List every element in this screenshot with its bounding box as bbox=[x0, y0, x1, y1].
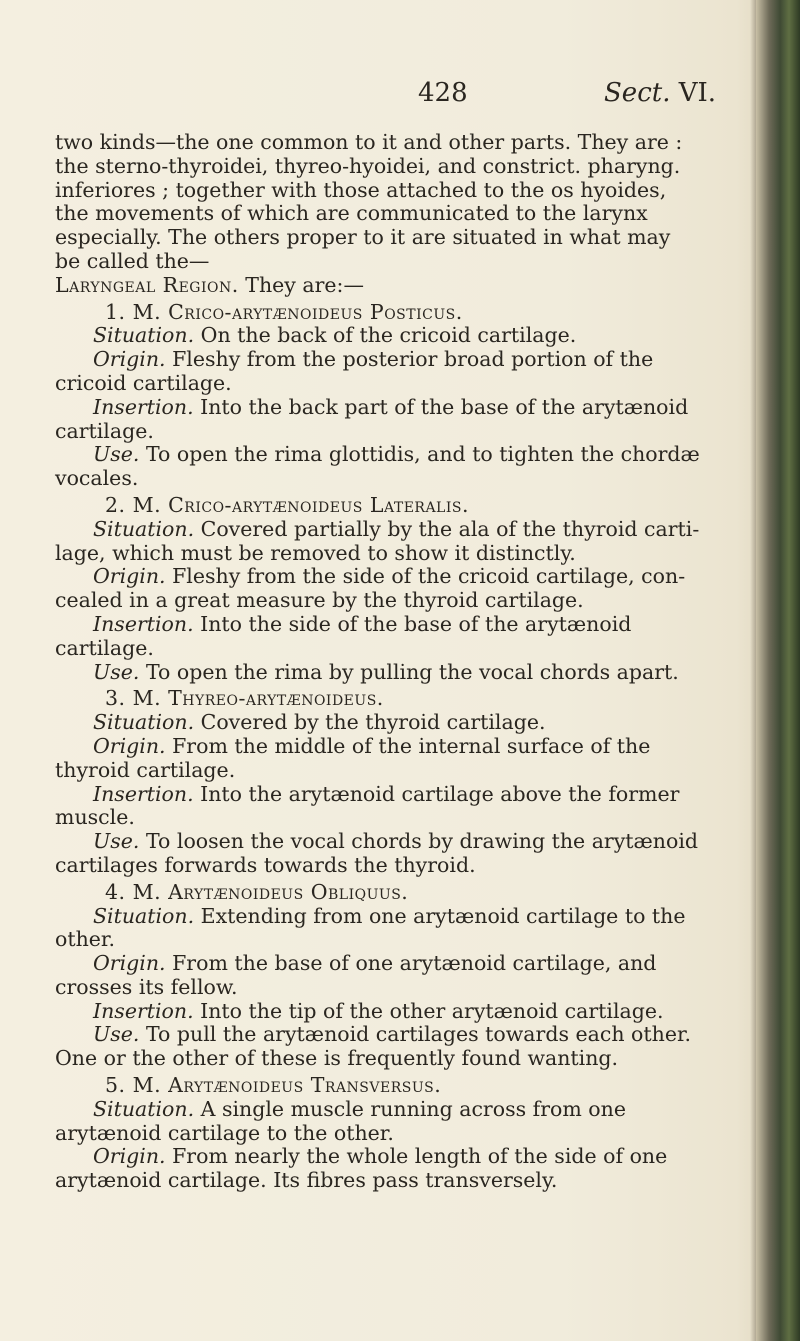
entry-situation bbox=[55, 518, 745, 542]
entry-continuation: cealed in a great measure by the thyroid cartilage. bbox=[55, 588, 584, 613]
entry-label: Situation. bbox=[93, 516, 195, 541]
entry-continuation: arytænoid cartilage. Its fibres pass transversely. bbox=[55, 1168, 558, 1193]
muscle-heading: 5. M. Arytænoideus Transversus. bbox=[105, 1073, 442, 1098]
entry-use bbox=[55, 661, 745, 685]
entry-origin bbox=[55, 565, 745, 589]
muscle-section bbox=[55, 881, 745, 1071]
muscle-heading: 1. M. Crico-arytænoideus Posticus. bbox=[105, 299, 463, 324]
text-line: two kinds—the one common to it and other parts. They are : bbox=[55, 130, 683, 154]
running-head-prefix: Sect. bbox=[604, 78, 671, 108]
entry-label: Situation. bbox=[93, 1096, 195, 1121]
book-binding bbox=[756, 0, 800, 1341]
entry-text: Fleshy from the side of the cricoid cartilage, con- bbox=[165, 564, 686, 589]
muscle-heading: 2. M. Crico-arytænoideus Lateralis. bbox=[105, 492, 469, 517]
text-line: be called the— bbox=[55, 248, 210, 273]
entry-situation bbox=[55, 324, 745, 348]
text-line: especially. The others proper to it are situated in what may bbox=[55, 225, 671, 250]
entry-continuation: vocales. bbox=[55, 466, 139, 491]
entry-continuation: One or the other of these is frequently found wanting. bbox=[55, 1046, 619, 1071]
entry-label: Origin. bbox=[93, 951, 166, 976]
entry-label: Insertion. bbox=[93, 394, 194, 419]
entry-text: Covered by the thyroid cartilage. bbox=[194, 710, 546, 735]
entry-text: Extending from one arytænoid cartilage to the bbox=[194, 903, 686, 928]
text-line: the sterno-thyroidei, thyreo-hyoidei, and constrict. pharyng. bbox=[55, 153, 681, 178]
muscle-heading: 3. M. Thyreo-arytænoideus. bbox=[105, 686, 384, 711]
entry-label: Insertion. bbox=[93, 998, 194, 1023]
page-header bbox=[0, 78, 760, 118]
entry-situation bbox=[55, 905, 745, 929]
entry-use bbox=[55, 443, 745, 467]
entry-origin bbox=[55, 952, 745, 976]
entry-text: On the back of the cricoid cartilage. bbox=[194, 323, 577, 348]
entry-text: Into the side of the base of the arytænoid bbox=[193, 611, 632, 636]
intro-paragraph bbox=[55, 131, 745, 274]
entry-label: Situation. bbox=[93, 323, 195, 348]
entry-continuation: cartilages forwards towards the thyroid. bbox=[55, 852, 476, 877]
entry-label: Origin. bbox=[93, 347, 166, 372]
entry-label: Origin. bbox=[93, 564, 166, 589]
entry-label: Origin. bbox=[93, 1144, 166, 1169]
muscle-heading: 4. M. Arytænoideus Obliquus. bbox=[105, 879, 409, 904]
entry-continuation: cartilage. bbox=[55, 635, 154, 660]
entry-label: Use. bbox=[93, 659, 140, 684]
entry-label: Situation. bbox=[93, 903, 195, 928]
entry-text: Into the back part of the base of the arytænoid bbox=[193, 394, 689, 419]
entry-insertion bbox=[55, 396, 745, 420]
entry-text: To loosen the vocal chords by drawing the arytænoid bbox=[139, 829, 699, 854]
muscle-section bbox=[55, 301, 745, 491]
entry-origin bbox=[55, 1145, 745, 1169]
text-line: the movements of which are communicated to the larynx bbox=[55, 201, 648, 226]
muscle-section bbox=[55, 687, 745, 877]
entry-label: Use. bbox=[93, 442, 140, 467]
entry-text: Into the tip of the other arytænoid cartilage. bbox=[193, 998, 664, 1023]
entry-continuation: cartilage. bbox=[55, 418, 154, 443]
entry-label: Insertion. bbox=[93, 781, 194, 806]
entry-continuation: other. bbox=[55, 927, 115, 952]
entry-text: Fleshy from the posterior broad portion of the bbox=[165, 347, 654, 372]
entry-label: Use. bbox=[93, 829, 140, 854]
entry-situation bbox=[55, 1098, 745, 1122]
entry-continuation: muscle. bbox=[55, 805, 135, 830]
entry-label: Use. bbox=[93, 1022, 140, 1047]
region-after: They are:— bbox=[238, 272, 364, 297]
entry-text: To open the rima by pulling the vocal chords apart. bbox=[139, 659, 679, 684]
region-label: Laryngeal Region. bbox=[55, 272, 239, 297]
entry-continuation: arytænoid cartilage to the other. bbox=[55, 1120, 394, 1145]
entry-label: Insertion. bbox=[93, 611, 194, 636]
entry-text: Into the arytænoid cartilage above the former bbox=[193, 781, 680, 806]
entry-origin bbox=[55, 348, 745, 372]
entry-label: Origin. bbox=[93, 733, 166, 758]
entry-text: From the base of one arytænoid cartilage, and bbox=[165, 951, 657, 976]
entry-insertion bbox=[55, 1000, 745, 1024]
entry-text: From the middle of the internal surface of the bbox=[165, 733, 651, 758]
page-number: 428 bbox=[418, 78, 468, 108]
running-head bbox=[604, 78, 716, 108]
entry-text: To pull the arytænoid cartilages towards each other. bbox=[139, 1022, 692, 1047]
entry-text: Covered partially by the ala of the thyroid carti- bbox=[194, 516, 700, 541]
entry-insertion bbox=[55, 783, 745, 807]
running-head-section: VI. bbox=[678, 78, 717, 108]
entry-origin bbox=[55, 735, 745, 759]
entry-situation bbox=[55, 711, 745, 735]
muscle-section bbox=[55, 1074, 745, 1193]
muscle-section bbox=[55, 494, 745, 684]
entry-continuation: lage, which must be removed to show it distinctly. bbox=[55, 540, 576, 565]
region-heading bbox=[55, 274, 745, 298]
entry-text: A single muscle running across from one bbox=[194, 1096, 626, 1121]
page-body bbox=[55, 131, 745, 1193]
entry-continuation: thyroid cartilage. bbox=[55, 757, 236, 782]
entry-continuation: cricoid cartilage. bbox=[55, 370, 232, 395]
entry-text: To open the rima glottidis, and to tighten the chordæ bbox=[139, 442, 700, 467]
entry-use bbox=[55, 830, 745, 854]
text-line: inferiores ; together with those attached to the os hyoides, bbox=[55, 177, 667, 202]
entry-continuation: crosses its fellow. bbox=[55, 974, 238, 999]
entry-use bbox=[55, 1023, 745, 1047]
entry-insertion bbox=[55, 613, 745, 637]
entry-label: Situation. bbox=[93, 710, 195, 735]
entry-text: From nearly the whole length of the side of one bbox=[165, 1144, 668, 1169]
